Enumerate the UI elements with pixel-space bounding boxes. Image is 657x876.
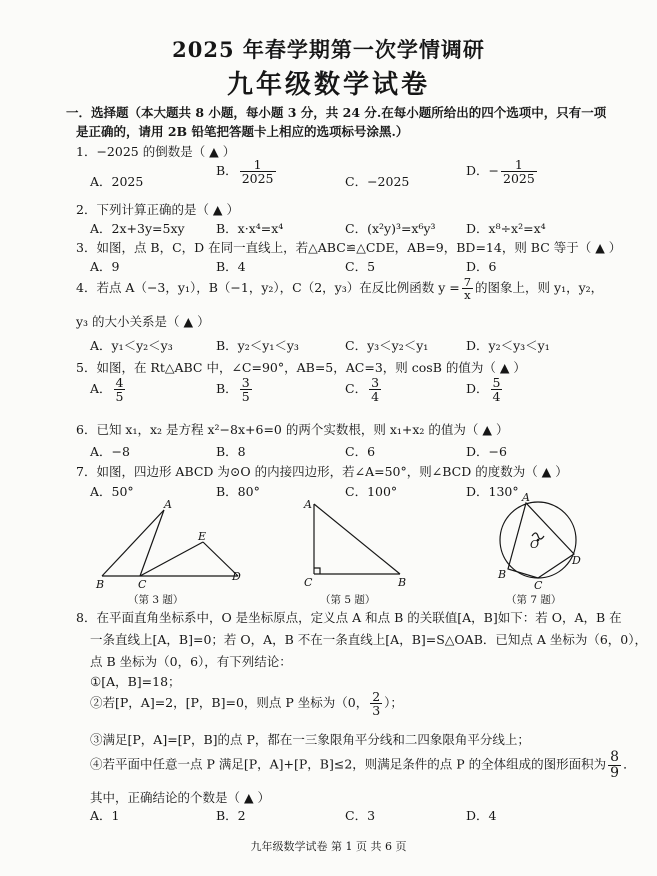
q1-stem: 1．−2025 的倒数是（ ▲ ） — [76, 144, 236, 159]
fig5-label-b: B — [398, 576, 407, 589]
q1-option-d: D．− $\frac{1}{2025}$ — [466, 157, 535, 187]
q5-option-c: C． $\frac{3}{4}$ — [345, 375, 380, 405]
fig5-label-a: A — [304, 498, 312, 511]
fig3-line-ba — [102, 510, 164, 576]
q2-option-c: C．(x²y)³=x⁶y³ — [345, 221, 436, 236]
fig7-label-a: A — [522, 492, 530, 504]
q4-stem: 4．若点 A（−3，y₁），B（−1，y₂），C（2，y₃）在反比例函数 y = $\frac{7}{x}$ 的图象上，则 y₁，y₂， — [76, 275, 604, 303]
figure-q7 — [492, 492, 584, 592]
q3-option-c: C．5 — [345, 259, 376, 274]
q8-stem-line3: 点 B 坐标为（0，6），有下列结论： — [90, 654, 292, 669]
q8-stem-line2: 一条直线上[A，B]=0；若 O，A，B 不在一条直线上[A，B]=S△OAB．已知点 A 坐标为（6，0）， — [90, 632, 648, 647]
q8-question: 其中，正确结论的个数是（ ▲ ） — [90, 790, 271, 805]
figure-q7-caption: （第 7 题） — [506, 594, 562, 606]
section-instructions-line1: 一．选择题（本大题共 8 小题，每小题 3 分，共 24 分.在每小题所给出的四个选项中，只有一项 — [66, 105, 607, 120]
fig7-quadrilateral — [508, 503, 574, 578]
q2-option-a: A．2x+3y=5xy — [90, 221, 185, 236]
q3-option-b: B．4 — [216, 259, 246, 274]
page-footer: 九年级数学试卷 第 1 页 共 6 页 — [250, 840, 407, 853]
fig7-label-b: B — [498, 568, 507, 581]
q2-stem: 2．下列计算正确的是（ ▲ ） — [76, 202, 240, 217]
fig5-right-angle-mark — [314, 568, 320, 574]
fig3-label-e: E — [198, 530, 207, 543]
q4-option-d: D．y₂＜y₃＜y₁ — [466, 338, 550, 353]
fig5-line-ab — [314, 504, 400, 574]
figure-q3 — [90, 496, 250, 596]
q3-stem: 3．如图，点 B，C，D 在同一直线上，若△ABC≌△CDE，AB=9，BD=14，则 BC 等于（ ▲ ） — [76, 240, 622, 255]
q8-option-d: D．4 — [466, 808, 497, 823]
q5-stem: 5．如图，在 Rt△ABC 中，∠C=90°，AB=5，AC=3，则 cosB 的值为（ ▲ ） — [76, 360, 526, 375]
q5-option-a: A． $\frac{4}{5}$ — [90, 375, 124, 405]
q3-option-a: A．9 — [90, 259, 120, 274]
q7-option-d: D．130° — [466, 484, 519, 499]
q5-option-b: B． $\frac{3}{5}$ — [216, 375, 250, 405]
q7-stem: 7．如图，四边形 ABCD 为⊙O 的内接四边形，若∠A=50°，则∠BCD 的度数为（ ▲ ） — [76, 464, 568, 479]
fig3-line-ac — [140, 510, 164, 576]
figure-q3-caption: （第 3 题） — [128, 594, 184, 606]
fig7-label-o: O — [530, 538, 540, 551]
fig7-label-d: D — [572, 554, 581, 567]
fig3-label-d: D — [232, 570, 241, 583]
fig3-label-c: C — [138, 578, 147, 591]
figure-q5-caption: （第 5 题） — [320, 594, 376, 606]
q8-stem-line1: 8．在平面直角坐标系中，O 是坐标原点，定义点 A 和点 B 的关联值[A，B]如下：若 O，A，B 在 — [76, 610, 622, 625]
fig5-label-c: C — [304, 576, 313, 589]
section-instructions-line2: 是正确的，请用 2B 铅笔把答题卡上相应的选项标号涂黑.） — [76, 124, 409, 139]
q6-option-c: C．6 — [345, 444, 376, 459]
q2-option-d: D．x⁸÷x²=x⁴ — [466, 221, 546, 236]
q4-stem-line2: y₃ 的大小关系是（ ▲ ） — [76, 314, 210, 329]
exam-subtitle: 九年级数学试卷 — [226, 70, 430, 100]
q4-option-b: B．y₂＜y₁＜y₃ — [216, 338, 299, 353]
fig3-label-a: A — [164, 498, 172, 511]
fig3-line-ce — [140, 542, 203, 576]
q1-option-a: A．2025 — [90, 174, 144, 189]
q6-option-b: B．8 — [216, 444, 246, 459]
q8-option-c: C．3 — [345, 808, 376, 823]
q7-option-a: A．50° — [90, 484, 134, 499]
q3-option-d: D．6 — [466, 259, 497, 274]
q8-option-b: B．2 — [216, 808, 246, 823]
fig3-label-b: B — [96, 578, 105, 591]
q6-option-d: D．−6 — [466, 444, 507, 459]
q7-option-c: C．100° — [345, 484, 398, 499]
fig7-label-c: C — [534, 579, 543, 592]
figure-q5 — [296, 494, 416, 594]
q6-stem: 6．已知 x₁，x₂ 是方程 x²−8x+6=0 的两个实数根，则 x₁+x₂ 的值为（ ▲ ） — [76, 422, 509, 437]
q8-conclusion-2: ②若[P，A]=2，[P，B]=0，则点 P 坐标为（0， $\frac{2}{3}$ ）； — [90, 689, 403, 719]
exam-title: 2025 年春学期第一次学情调研 — [172, 37, 485, 62]
q4-option-c: C．y₃＜y₂＜y₁ — [345, 338, 429, 353]
q6-option-a: A．−8 — [90, 444, 130, 459]
q1-option-b: B． $\frac{1}{2025}$ — [216, 157, 274, 187]
q8-conclusion-3: ③满足[P，A]=[P，B]的点 P，都在一三象限角平分线和二四象限角平分线上； — [90, 732, 530, 747]
q8-conclusion-4: ④若平面中任意一点 P 满足[P，A]+[P，B]≤2，则满足条件的点 P 的全体组成的图形面积为 $\frac{8}{9}$ ． — [90, 749, 636, 781]
q5-option-d: D． $\frac{5}{4}$ — [466, 375, 501, 405]
q8-option-a: A．1 — [90, 808, 120, 823]
q2-option-b: B．x·x⁴=x⁴ — [216, 221, 284, 236]
q4-option-a: A．y₁＜y₂＜y₃ — [90, 338, 173, 353]
q8-conclusion-1: ①[A，B]=18； — [90, 674, 181, 689]
q7-option-b: B．80° — [216, 484, 260, 499]
q1-option-c: C．−2025 — [345, 174, 410, 189]
